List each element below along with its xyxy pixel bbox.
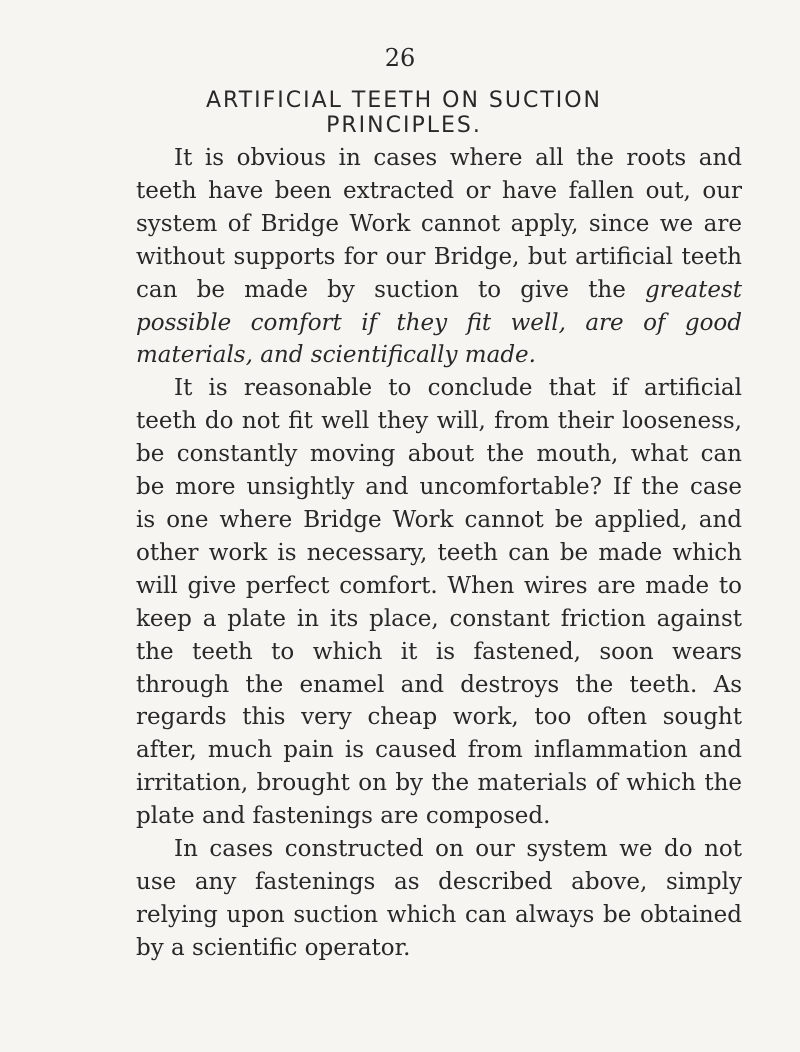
body-text xyxy=(136,142,742,965)
paragraph-1-text: It is obvious in cases where all the roots and teeth have been extracted or have fallen out, our system of Bridge Work cannot apply, since we are without supports for our Bridge, but artificial teeth can be made by suction to give the xyxy=(136,145,742,303)
page-number: 26 xyxy=(384,44,416,72)
paragraph-2-text: It is reasonable to conclude that if artificial teeth do not fit well they will, from their looseness, be constantly moving about the mouth, what can be more unsightly and uncomfortable? If the case is one where Bridge Work cannot be applied, and other work is necessary, teeth can be made which will give perfect comfort. When wires are made to keep a plate in its place, constant friction against the teeth to which it is fastened, soon wears through the enamel and destroys the teeth. As regards this very cheap work, too often sought after, much pain is caused from inflammation and irritation, brought on by the materials of which the plate and fastenings are composed. xyxy=(136,375,742,830)
paragraph-2 xyxy=(136,372,742,833)
section-heading xyxy=(144,88,664,138)
heading-line-1: ARTIFICIAL TEETH ON SUCTION xyxy=(205,88,603,113)
paragraph-3 xyxy=(136,833,742,965)
paragraph-1 xyxy=(136,142,742,372)
paragraph-1-emphasis: greatest possible comfort if they fit well, are of good materials, and scientifically made. xyxy=(136,276,742,369)
paragraph-3-text: In cases constructed on our system we do not use any fastenings as described above, simply relying upon suction which can always be obtained by a scientific operator. xyxy=(136,836,742,961)
heading-line-2: PRINCIPLES. xyxy=(326,113,482,138)
